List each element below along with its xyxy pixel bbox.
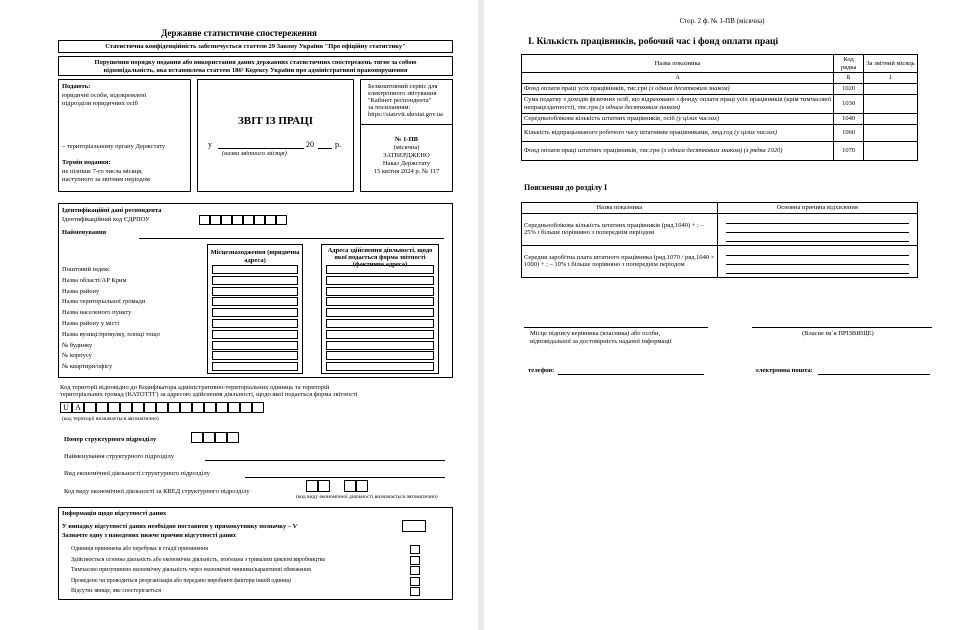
edrpou-cell[interactable] (265, 215, 276, 225)
indicator-row (522, 124, 918, 141)
actual-address-input[interactable] (326, 297, 434, 306)
katottg-cell[interactable] (168, 402, 180, 413)
address-row-label: Назва області/АР Крим (62, 276, 127, 284)
row-code: 1020 (834, 83, 864, 94)
value-input[interactable] (864, 113, 918, 124)
indicator-row (522, 83, 918, 94)
absence-reason-checkbox[interactable] (410, 566, 420, 575)
absence-reason-label: Одиниця припинена або перебуває в стадії припинення (71, 546, 208, 552)
value-input[interactable] (864, 141, 918, 160)
actual-address-input[interactable] (326, 265, 434, 274)
absence-reason-checkbox[interactable] (410, 545, 420, 554)
email-field[interactable] (818, 374, 930, 375)
actual-address-input[interactable] (326, 330, 434, 339)
indicator-name: Сума податку з доходів фізичних осіб, що відраховано з фонду оплати праці усіх працівників (крім тимчасової непрацездатності), тис.грн (524, 96, 832, 111)
katottg-cell[interactable] (204, 402, 216, 413)
actual-address-input[interactable] (326, 308, 434, 317)
reason-line[interactable] (726, 224, 909, 233)
indicator-row (522, 113, 918, 124)
value-input[interactable] (864, 83, 918, 94)
absence-mark-box[interactable] (402, 520, 426, 532)
unit-name-field[interactable] (205, 460, 445, 461)
row-code: 1060 (834, 124, 864, 141)
legal-address-input[interactable] (212, 330, 298, 339)
absence-reason-label: Тимчасово призупинено економічну діяльність через економічні чинники/карантинні обмеження (71, 567, 311, 573)
indicator-note: (у цілих числах) (734, 128, 778, 136)
report-title-box: ЗВІТ ІЗ ПРАЦІ у 20 р. (назва звітного місяця) (197, 79, 354, 192)
indicator-row (522, 94, 918, 113)
page-title: Державне статистичне спостереження (161, 28, 317, 38)
section1-title: I. Кількість працівників, робочий час і фонд оплати праці (528, 37, 779, 47)
row-code: 1030 (834, 94, 864, 113)
form-page-2: Стор. 2 ф. № 1-ПВ (місячна) I. Кількість працівників, робочий час і фонд оплати праці Назва показника Код рядка За звітний місяць А Б 1 Фонд оплати праці усіх працівників, тис.грн (з одним десятковим знаком) 1020 Сума податку з доходів фізичних осіб, що відраховано з фонду оплати праці усіх працівників (крім тимчасової непрацездатності), тис.грн (з одним десятковим знаком) 1030 Середньооблікова кількість штатних працівників, осіб (у цілих числах) 1040 Кількість відпрацьованого робочого часу штатними працівниками, люд.год (у цілих числах) 1060 Фонд оплати праці штатних працівників, тис.грн (з одним десятковим знаком) (з рядка 1020) 1070 Пояснення до розділу І Назва показника Основна причина відхилення Середньооблікова кількість штатних працівників (ряд.1040) + ; – 25% і більше порівняно з попереднім періодом Середня заробітна плата штатного працівника (ряд.1070 / ряд.1040 × 1000) + ; – 10% і більше порівняно з попереднім періодом Місце підпису керівника (власника) або особи, відповідальної за достовірність наданої інформації (Власне ім`я ПРІЗВИЩЕ) телефон: електронна пошта: (484, 0, 960, 630)
explain-indicator: Середньооблікова кількість штатних працівників (ряд.1040) + ; – 25% і більше порівняно з попереднім періодом (522, 213, 718, 245)
reason-line[interactable] (726, 256, 909, 265)
katottg-cell[interactable] (228, 402, 240, 413)
legal-address-input[interactable] (212, 276, 298, 285)
edrpou-cell[interactable] (210, 215, 221, 225)
absence-reason-checkbox[interactable] (410, 587, 420, 596)
katottg-cell[interactable] (132, 402, 144, 413)
unit-activity-field[interactable] (245, 477, 445, 478)
katottg-cell[interactable] (156, 402, 168, 413)
section1-table: Назва показника Код рядка За звітний місяць А Б 1 Фонд оплати праці усіх працівників, тис.грн (з одним десятковим знаком) 1020 Сума податку з доходів фізичних осіб, що відраховано з фонду оплати праці усіх працівників (крім тимчасової непрацездатності), тис.грн (з одним десятковим знаком) 1030 Середньооблікова кількість штатних працівників, осіб (у цілих числах) 1040 Кількість відпрацьованого робочого часу штатними працівниками, люд.год (у цілих числах) 1060 Фонд оплати праці штатних працівників, тис.грн (з одним десятковим знаком) (з рядка 1020) 1070 (521, 54, 918, 161)
katottg-cell[interactable] (96, 402, 108, 413)
absence-reason-checkbox[interactable] (410, 577, 420, 586)
absence-reason-checkbox[interactable] (410, 556, 420, 565)
actual-address-input[interactable] (326, 276, 434, 285)
kved-cell[interactable] (306, 480, 318, 492)
absence-reason-label: Відсутнє явище, яке спостерігається (71, 588, 161, 594)
kved-cell[interactable] (356, 480, 368, 492)
signature-line[interactable] (524, 327, 708, 328)
explain-row (522, 213, 918, 245)
katottg-cell[interactable] (108, 402, 120, 413)
form-page-1: Державне статистичне спостереження Статистична конфіденційність забезпечується статтею 29 Закону України "Про офіційну статистику" Порушення порядку подання або використання даних державних статистичних спостережень тягне за собою відповідальність, яка встановлена статтею 186⁵ Кодексу України про адміністративні правопорушення Подають: юридичні особи, відокремлені підрозділи юридичних осіб – територіальному органу Держстату Термін подання: не пізніше 7-го числа місяця, наступного за звітним періодом ЗВІТ ІЗ ПРАЦІ у 20 р. (назва звітного місяця) Безкоштовний сервіс для електронного звітування "Кабінет респондента" за посиланням: https://statzvit.ukrstat.gov.ua № 1-ПВ (місячна) ЗАТВЕРДЖЕНО Наказ Держстату 15 квітня 2024 р. № 117 Ідентифікаційні дані респондента Ідентифікаційний код ЄДРПОУ Найменування Місцезнаходження (юридична адреса) Адреса здійснення діяльності, щодо якої подається форма звітності (фактична адреса) Поштовий індекс Назва області/АР Крим Назва району Назва територіальної громади Назва населеного пункту Назва району у місті Назва вулиці/провулку, площі тощо № будинку № корпусу № квартири/офісу Код території відповідно до Кодифікатора адміністративно-територіальних одиниць та територій територіальних громад (КАТОТТГ) за адресою здійснення діяльності, щодо якої подається форма звітності U A (код території визначається автоматично) Номер структурного підрозділу Найменування структурного підрозділу Вид економічної діяльності структурного підрозділу Код виду економічної діяльності за КВЕД структурного підрозділу (код виду економічної діяльності визначається автоматично) Інформація щодо відсутності даних У випадку відсутності даних необхідно поставити у прямокутнику позначку – V Зазначте одну з наведених нижче причин відсутності даних Одиниця припинена або перебуває в стадії припинення Здійснюється сезонна діяльність або економічна діяльність, пов'язана з тривалим циклом виробництва Тимчасово призупинено економічну діяльність через економічні чинники/карантинні обмеження Проведено чи проводиться реорганізація або передано виробничі фактори іншій одиниці Відсутнє явище, яке спостерігається (0, 0, 478, 630)
legal-address-input[interactable] (212, 319, 298, 328)
reason-line[interactable] (726, 247, 909, 256)
indicator-name: Фонд оплати праці усіх працівників, тис.грн (524, 84, 648, 92)
indicator-note: (з одним десятковим знаком) (648, 84, 730, 92)
unit-number-cell[interactable] (191, 432, 203, 443)
page-header: Стор. 2 ф. № 1-ПВ (місячна) (679, 17, 765, 25)
explain-title: Пояснення до розділу І (524, 183, 608, 192)
value-input[interactable] (864, 94, 918, 113)
edrpou-cell[interactable] (254, 215, 265, 225)
indicator-note: (з одним десятковим знаком) (з рядка 1020) (661, 146, 783, 154)
legal-address-input[interactable] (212, 287, 298, 296)
katottg-cell[interactable] (240, 402, 252, 413)
actual-address-input[interactable] (326, 351, 434, 360)
unit-number-cell[interactable] (203, 432, 215, 443)
actual-address-input[interactable] (326, 341, 434, 350)
address-row-label: Назва вулиці/провулку, площі тощо (62, 330, 160, 338)
katottg-cell-a: A (72, 402, 84, 413)
form-info-box: Безкоштовний сервіс для електронного звітування "Кабінет респондента" за посиланням: https://statzvit.ukrstat.gov.ua № 1-ПВ (місячна) ЗАТВЕРДЖЕНО Наказ Держстату 15 квітня 2024 р. № 117 (360, 79, 453, 192)
edrpou-cell[interactable] (232, 215, 243, 225)
absence-reason-label: Проведено чи проводиться реорганізація або передано виробничі фактори іншій одиниці (71, 577, 292, 584)
confidentiality-box: Статистична конфіденційність забезпечується статтею 29 Закону України "Про офіційну статистику" (58, 40, 453, 53)
explain-indicator: Середня заробітна плата штатного працівника (ряд.1070 / ряд.1040 × 1000) + ; – 10% і більше порівняно з попереднім періодом (522, 245, 718, 277)
reason-input[interactable] (717, 213, 917, 245)
service-link[interactable]: https://statzvit.ukrstat.gov.ua (368, 111, 443, 118)
actual-address-input[interactable] (326, 287, 434, 296)
violation-box: Порушення порядку подання або використання даних державних статистичних спостережень тягне за собою відповідальність, яка встановлена статтею 186⁵ Кодексу України про адміністративні правопорушення (58, 56, 453, 76)
katottg-cell[interactable] (192, 402, 204, 413)
kved-cell[interactable] (344, 480, 356, 492)
period-year-field[interactable] (318, 148, 332, 149)
indicator-note: (у цілих числах) (676, 114, 720, 122)
identification-box: Ідентифікаційні дані респондента Ідентифікаційний код ЄДРПОУ Найменування Місцезнаходження (юридична адреса) Адреса здійснення діяльності, щодо якої подається форма звітності (фактична адреса) Поштовий індекс Назва області/АР Крим Назва району Назва територіальної громади Назва населеного пункту Назва району у місті Назва вулиці/провулку, площі тощо № будинку № корпусу № квартири/офісу (58, 203, 453, 378)
report-title: ЗВІТ ІЗ ПРАЦІ (238, 115, 313, 127)
actual-address-column: Адреса здійснення діяльності, щодо якої подається форма звітності (фактична адреса) (321, 244, 439, 374)
reason-line[interactable] (726, 233, 909, 242)
katottg-cell[interactable] (252, 402, 264, 413)
legal-address-column: Місцезнаходження (юридична адреса) (207, 244, 303, 374)
indicator-name: Фонд оплати праці штатних працівників, тис.грн (524, 146, 660, 154)
signer-name-line[interactable] (752, 327, 932, 328)
row-code: 1040 (834, 113, 864, 124)
address-row-label: Назва району у місті (62, 320, 120, 327)
legal-address-input[interactable] (212, 362, 298, 371)
reason-input[interactable] (717, 245, 917, 277)
indicator-row (522, 141, 918, 160)
legal-address-input[interactable] (212, 297, 298, 306)
address-row-label: № квартири/офісу (62, 363, 113, 371)
address-row-label: № корпусу (62, 352, 92, 360)
phone-field[interactable] (558, 374, 704, 375)
indicator-name: Середньооблікова кількість штатних працівників, осіб (524, 114, 675, 122)
actual-address-input[interactable] (326, 362, 434, 371)
legal-address-input[interactable] (212, 341, 298, 350)
katottg-cell[interactable] (144, 402, 156, 413)
explain-row (522, 245, 918, 277)
actual-address-input[interactable] (326, 319, 434, 328)
row-code: 1070 (834, 141, 864, 160)
katottg-cell[interactable] (120, 402, 132, 413)
name-field[interactable] (139, 238, 444, 239)
address-row-label: № будинку (62, 341, 93, 349)
reason-line[interactable] (726, 265, 909, 274)
katottg-cell[interactable] (84, 402, 96, 413)
period-month-field[interactable] (218, 148, 304, 149)
reason-line[interactable] (726, 215, 909, 224)
katottg-cell[interactable] (180, 402, 192, 413)
indicator-name: Кількість відпрацьованого робочого часу штатними працівниками, люд.год (524, 128, 733, 136)
absence-reason-label: Здійснюється сезонна діяльність або економічна діяльність, пов'язана з тривалим циклом виробництва (71, 556, 325, 563)
legal-address-input[interactable] (212, 308, 298, 317)
katottg-cell-u: U (60, 402, 72, 413)
indicator-note: (з одним десятковим знаком) (599, 103, 681, 111)
address-row-label: Назва району (62, 287, 100, 295)
absence-box: Інформація щодо відсутності даних У випадку відсутності даних необхідно поставити у прямокутнику позначку – V Зазначте одну з наведених нижче причин відсутності даних Одиниця припинена або перебуває в стадії припинення Здійснюється сезонна діяльність або економічна діяльність, пов'язана з тривалим циклом виробництва Тимчасово призупинено економічну діяльність через економічні чинники/карантинні обмеження Проведено чи проводиться реорганізація або передано виробничі фактори іншій одиниці Відсутнє явище, яке спостерігається (58, 507, 453, 600)
kved-cell[interactable] (318, 480, 330, 492)
unit-number-cell[interactable] (215, 432, 227, 443)
edrpou-cell[interactable] (276, 215, 287, 225)
address-row-label: Поштовий індекс (62, 266, 110, 273)
legal-address-input[interactable] (212, 351, 298, 360)
legal-address-input[interactable] (212, 265, 298, 274)
unit-number-cell[interactable] (227, 432, 239, 443)
katottg-cell[interactable] (216, 402, 228, 413)
edrpou-cell[interactable] (221, 215, 232, 225)
address-row-label: Назва територіальної громади (62, 298, 146, 306)
value-input[interactable] (864, 124, 918, 141)
explain-table: Назва показника Основна причина відхилення Середньооблікова кількість штатних працівників (ряд.1040) + ; – 25% і більше порівняно з попереднім періодом Середня заробітна плата штатного працівника (ряд.1070 / ряд.1040 × 1000) + ; – 10% і більше порівняно з попереднім періодом (521, 202, 918, 278)
submitters-box: Подають: юридичні особи, відокремлені підрозділи юридичних осіб – територіальному органу Держстату Термін подання: не пізніше 7-го числа місяця, наступного за звітним періодом (58, 79, 191, 192)
edrpou-cell[interactable] (243, 215, 254, 225)
edrpou-cell[interactable] (199, 215, 210, 225)
address-row-label: Назва населеного пункту (62, 309, 132, 317)
